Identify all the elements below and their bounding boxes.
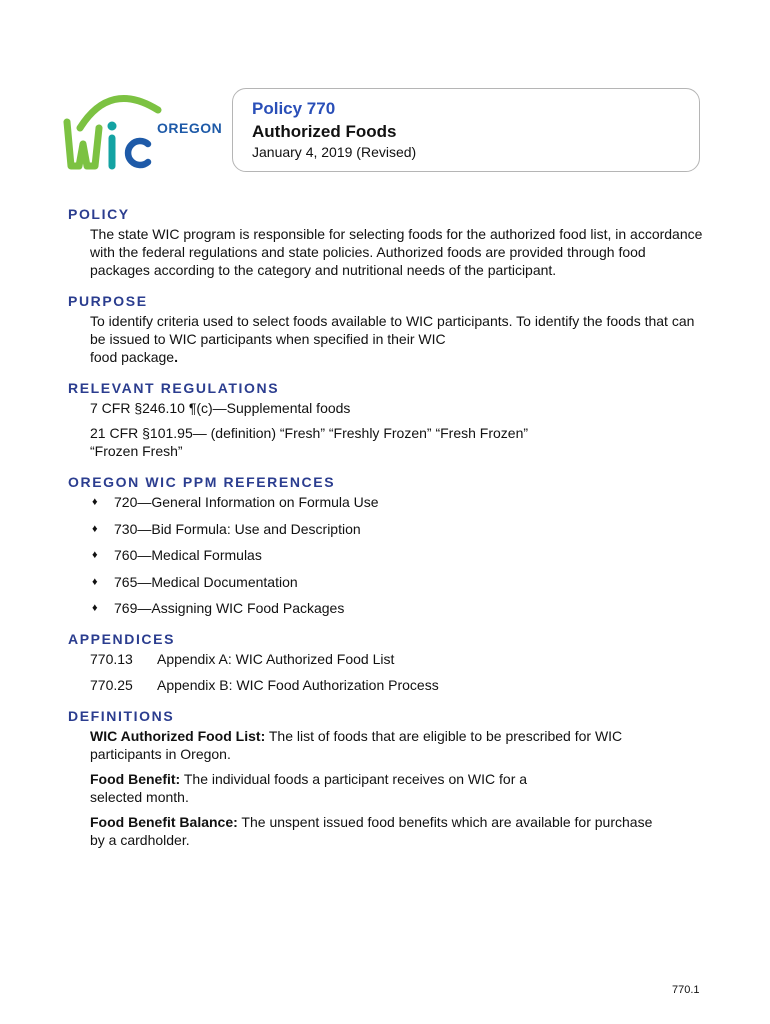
diamond-bullet-icon: ♦ (92, 496, 98, 508)
appendix-item: 770.25 Appendix B: WIC Food Authorization Process (90, 677, 439, 693)
definition-item: Food Benefit: The individual foods a participant receives on WIC for a selected month. (90, 771, 528, 805)
reference-item: ♦ 730—Bid Formula: Use and Description (92, 520, 361, 537)
reference-item: ♦ 765—Medical Documentation (92, 573, 298, 590)
diamond-bullet-icon: ♦ (92, 549, 98, 561)
regulations-section (68, 380, 708, 460)
section-heading: PURPOSE (68, 293, 148, 309)
diamond-bullet-icon: ♦ (92, 522, 98, 535)
document-body (68, 206, 708, 863)
definition-item: WIC Authorized Food List: The list of foods that are eligible to be prescribed for WIC participants in Oregon. (90, 728, 623, 762)
section-heading: APPENDICES (68, 631, 176, 647)
diamond-bullet-icon: ♦ (92, 602, 98, 614)
purpose-text: To identify criteria used to select foods available to WIC participants. To identify the foods that can be issued to WIC participants when specified in their WIC food package. (90, 313, 695, 365)
section-heading: DEFINITIONS (68, 708, 175, 724)
policy-date: January 4, 2019 (Revised) (252, 144, 417, 160)
page-number: 770.1 (672, 984, 700, 996)
reference-item: ♦ 720—General Information on Formula Use (92, 494, 379, 510)
regulation-item: 7 CFR §246.10 ¶(c)—Supplemental foods (90, 400, 351, 416)
reference-item: ♦ 769—Assigning WIC Food Packages (92, 600, 345, 616)
policy-number: Policy 770 (252, 99, 336, 118)
section-heading: POLICY (68, 206, 130, 222)
references-section (68, 474, 708, 617)
reference-item: ♦ 760—Medical Formulas (92, 547, 262, 563)
policy-section (68, 206, 708, 279)
policy-title-box (232, 88, 700, 172)
section-heading: RELEVANT REGULATIONS (68, 380, 280, 396)
appendix-item: 770.13 Appendix A: WIC Authorized Food List (90, 651, 395, 667)
diamond-bullet-icon: ♦ (92, 575, 98, 588)
purpose-section (68, 293, 708, 366)
appendices-section (68, 631, 708, 694)
logo-state-text: OREGON (157, 120, 223, 136)
policy-title: Authorized Foods (252, 122, 397, 141)
regulation-item: 21 CFR §101.95— (definition) “Fresh” “Freshly Frozen” “Fresh Frozen” “Frozen Fresh” (90, 425, 529, 459)
policy-text: The state WIC program is responsible for selecting foods for the authorized food list, in accordance with the federal regulations and state policies. Authorized foods are provided through food packages according to the category and nutritional needs of the participant. (90, 226, 703, 278)
definition-item: Food Benefit Balance: The unspent issued food benefits which are available for purchase by a cardholder. (90, 814, 653, 848)
section-heading: OREGON WIC PPM REFERENCES (68, 474, 336, 490)
definitions-section (68, 708, 708, 849)
